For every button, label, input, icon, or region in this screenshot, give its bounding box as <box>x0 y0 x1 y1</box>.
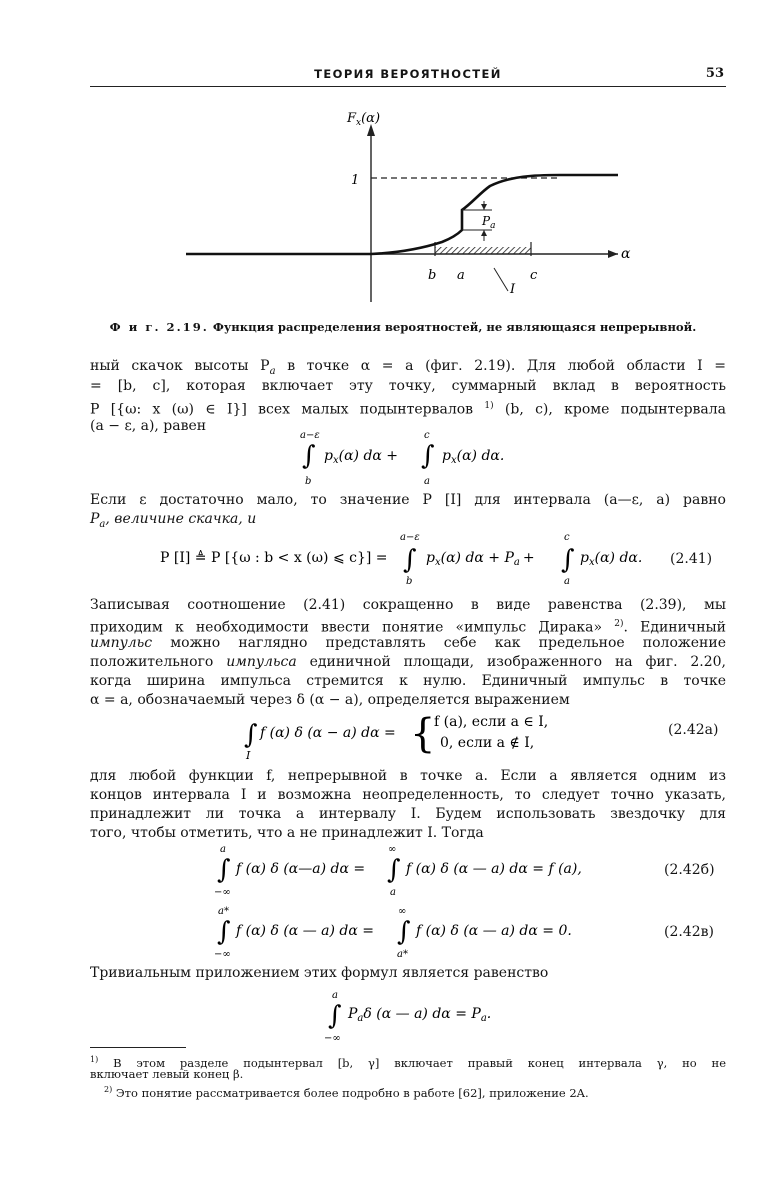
lower-limit: b <box>406 576 413 586</box>
y-axis-letter: F <box>347 111 357 126</box>
text-fragment: α = a, обозначаемый через δ (α − a), определяется выражением <box>90 692 570 708</box>
text-fragment: Тривиальным приложением этих формул является равенство <box>90 965 549 981</box>
interval-pointer <box>494 268 508 291</box>
case-1: f (a), если a ∈ I, <box>434 714 549 730</box>
y-axis-subscript: x <box>356 118 362 128</box>
text-fragment: P <box>90 511 100 527</box>
equation-2-42a <box>244 705 604 763</box>
text-fragment: принадлежит ли точка a интервалу I. Будем использовать звездочку для <box>90 806 726 822</box>
text-fragment: Если ε достаточно мало, то значение P [I] для интервала (a—ε, a) равно <box>90 492 726 508</box>
upper-limit: ∞ <box>398 906 407 917</box>
density-sub: x <box>588 557 595 568</box>
footnote-2 <box>104 1082 740 1101</box>
text-line <box>90 805 726 823</box>
figure-2-19 <box>180 106 650 308</box>
density-sub: x <box>434 557 441 568</box>
running-title: ТЕОРИЯ ВЕРОЯТНОСТЕЙ <box>314 67 502 81</box>
integral-sign: ∫ <box>421 441 435 471</box>
upper-limit: a−ε <box>300 430 320 441</box>
density-p: p <box>580 550 589 566</box>
lower-limit: a <box>564 576 570 586</box>
x-axis-label: α <box>621 246 631 262</box>
integral-sign: ∫ <box>302 441 316 471</box>
figure-caption <box>78 320 728 334</box>
page-number: 53 <box>705 66 724 81</box>
text-fragment: того, чтобы отметить, что a не принадлежит I. Тогда <box>90 825 484 841</box>
text-line <box>90 672 726 690</box>
equation-integral-sum <box>300 428 540 488</box>
jump-sub: a <box>357 1013 364 1024</box>
integrand <box>426 550 535 568</box>
footnote-mark: 2) <box>104 1085 113 1094</box>
point-b: b <box>428 268 437 283</box>
y-axis-argument: (α) <box>361 111 381 126</box>
footnote-mark: 1) <box>90 1055 99 1064</box>
lower-limit: −∞ <box>214 949 231 960</box>
footnote-text: Это понятие рассматривается более подробно в работе [62], приложение 2A. <box>115 1085 589 1100</box>
jump-sub: a <box>513 557 520 568</box>
equation-number: (2.42a) <box>668 722 719 738</box>
text-fragment: = [b, c], которая включает эту точку, суммарный вклад в вероятность <box>90 378 726 394</box>
upper-limit: ∞ <box>388 844 397 855</box>
jump-arrow-bottom-head <box>481 230 487 236</box>
upper-limit: a <box>332 990 338 1001</box>
upper-limit: c <box>564 532 570 543</box>
integrand: f (α) δ (α — a) dα = f (a), <box>406 861 582 877</box>
jump-p: P <box>348 1006 358 1022</box>
distribution-function-plot <box>180 106 650 308</box>
lower-limit: I <box>246 749 251 762</box>
integral-sign: ∫ <box>561 545 575 575</box>
text-fragment: P [{ω: x (ω) ∈ I}] всех малых подынтервалов <box>90 401 474 418</box>
text-line <box>90 491 726 509</box>
left-brace: { <box>410 711 436 757</box>
plus-sign: + <box>522 550 535 566</box>
integral-sign: ∫ <box>217 855 231 885</box>
caption-text: Функция распределения вероятностей, не являющаяся непрерывной. <box>212 320 697 334</box>
integral-sign: ∫ <box>217 917 231 947</box>
point-a: a <box>457 268 465 283</box>
text-line <box>90 653 726 671</box>
jump-label <box>481 214 495 231</box>
text-fragment: для любой функции f, непрерывной в точке a. Если a является одним из <box>90 768 726 784</box>
integral-sign: ∫ <box>244 720 258 750</box>
equation-number: (2.41) <box>670 551 713 567</box>
x-axis-arrow <box>608 250 618 258</box>
footnote-1-cont: включает левый конец β. <box>90 1067 244 1081</box>
period: . <box>486 1006 492 1022</box>
caption-label: Ф и г. 2.19. <box>109 320 209 334</box>
text-fragment: когда ширина импульса стремится к нулю. Единичный импульс в точке <box>90 673 726 689</box>
text-fragment: (a − ε, a), равен <box>90 418 207 434</box>
interval-hatch <box>435 247 531 254</box>
text-line <box>90 964 726 982</box>
upper-limit: a* <box>218 906 229 917</box>
integrand: f (α) δ (α—a) dα = <box>236 861 366 877</box>
equation-svg <box>160 530 660 586</box>
integrand <box>442 448 504 466</box>
integrand-rest: (α) dα + <box>338 448 399 464</box>
integral-sign: ∫ <box>403 545 417 575</box>
lower-limit: a <box>390 887 396 898</box>
text-line <box>90 634 726 652</box>
equation-number: (2.42в) <box>664 924 714 940</box>
equation-svg <box>244 705 604 763</box>
eq241-lhs: P [I] ≜ P [{ω : b < x (ω) ⩽ c}] = <box>160 550 388 566</box>
density-p: p <box>324 448 333 464</box>
y-axis-label <box>346 111 380 128</box>
equation-svg <box>214 902 634 960</box>
running-head <box>90 66 726 87</box>
density-p: p <box>442 448 451 464</box>
integrand <box>324 448 398 466</box>
text-fragment: (b, c), кроме подынтервала <box>504 401 727 418</box>
text-fragment: импульс <box>90 635 153 651</box>
equation-2-42c <box>214 902 634 960</box>
text-fragment: . Единичный <box>623 619 726 636</box>
jump-letter: P <box>482 214 491 228</box>
text-fragment: положительного <box>90 654 214 670</box>
integrand <box>347 1006 491 1024</box>
integrand: f (α) δ (α — a) dα = 0. <box>416 923 572 939</box>
text-line <box>90 377 726 395</box>
point-c: c <box>530 268 538 283</box>
footnote-ref-2: 2) <box>614 619 624 629</box>
footnote-rule <box>90 1047 186 1048</box>
integrand-rest: (α) dα. <box>594 550 643 566</box>
integrand: f (α) δ (α — a) dα = <box>236 923 375 939</box>
integrand-rest: (α) dα. <box>456 448 505 464</box>
upper-limit: c <box>424 430 430 441</box>
upper-limit: a <box>220 844 226 855</box>
equation-number: (2.42б) <box>664 862 715 878</box>
equation-svg <box>300 428 540 488</box>
footnote-ref-1: 1) <box>484 401 494 411</box>
integral-sign: ∫ <box>397 917 411 947</box>
text-fragment: приходим к необходимости ввести понятие «импульс Дирака» <box>90 619 603 636</box>
upper-limit: a−ε <box>400 532 420 543</box>
density-p: p <box>426 550 435 566</box>
text-line <box>90 767 726 785</box>
integrand <box>580 550 642 568</box>
distribution-curve <box>186 175 618 254</box>
text-fragment: можно наглядно представлять себе как предельное положение <box>170 635 726 651</box>
equation-2-41 <box>160 530 660 586</box>
text-line <box>90 786 726 804</box>
footnote-text: В этом разделе подынтервал [b, γ] включает правый конец интервала γ, но не <box>113 1055 726 1070</box>
integrand-rest: (α) dα + P <box>440 550 514 566</box>
eq242a-lhs: f (α) δ (α − a) dα = <box>260 725 396 741</box>
text-fragment: , величине скачка, и <box>105 511 257 527</box>
text-line <box>90 397 726 419</box>
integral-sign: ∫ <box>328 1001 342 1031</box>
tick-one: 1 <box>351 173 360 188</box>
equation-svg <box>316 986 536 1044</box>
integrand-rest: δ (α — a) dα = P <box>363 1006 481 1022</box>
lower-limit: a <box>424 476 430 487</box>
text-line <box>90 596 726 614</box>
lower-limit: −∞ <box>324 1033 341 1044</box>
jump-arrow-top-head <box>481 204 487 210</box>
equation-svg <box>214 840 634 898</box>
interval-label: I <box>510 282 516 297</box>
case-2: 0, если a ∉ I, <box>440 735 535 751</box>
lower-limit: −∞ <box>214 887 231 898</box>
text-fragment: Записывая соотношение (2.41) сокращенно в виде равенства (2.39), мы <box>90 597 726 613</box>
density-sub: x <box>332 455 339 466</box>
text-fragment: импульса <box>226 654 297 670</box>
equation-trivial <box>316 986 536 1044</box>
text-line: ный скачок высоты $P_a$ в точке α = a (фиг. 2.19). Для любой области I = <box>90 358 726 377</box>
text-line: $P_a$, величине скачка, и <box>90 511 257 530</box>
lower-limit: b <box>305 476 312 487</box>
integral-sign: ∫ <box>387 855 401 885</box>
equation-2-42b <box>214 840 634 898</box>
jump-subscript: a <box>490 221 496 231</box>
text-fragment: концов интервала I и возможна неопределенность, то следует точно указать, <box>90 787 726 803</box>
lower-limit: a* <box>397 949 408 960</box>
jump-sub: a <box>480 1013 487 1024</box>
text-fragment: ный скачок высоты P <box>90 358 270 374</box>
text-fragment: единичной площади, изображенного на фиг. 2.20, <box>309 654 727 670</box>
text-fragment: в точке α = a (фиг. 2.19). Для любой области I = <box>287 358 726 374</box>
density-sub: x <box>450 455 457 466</box>
